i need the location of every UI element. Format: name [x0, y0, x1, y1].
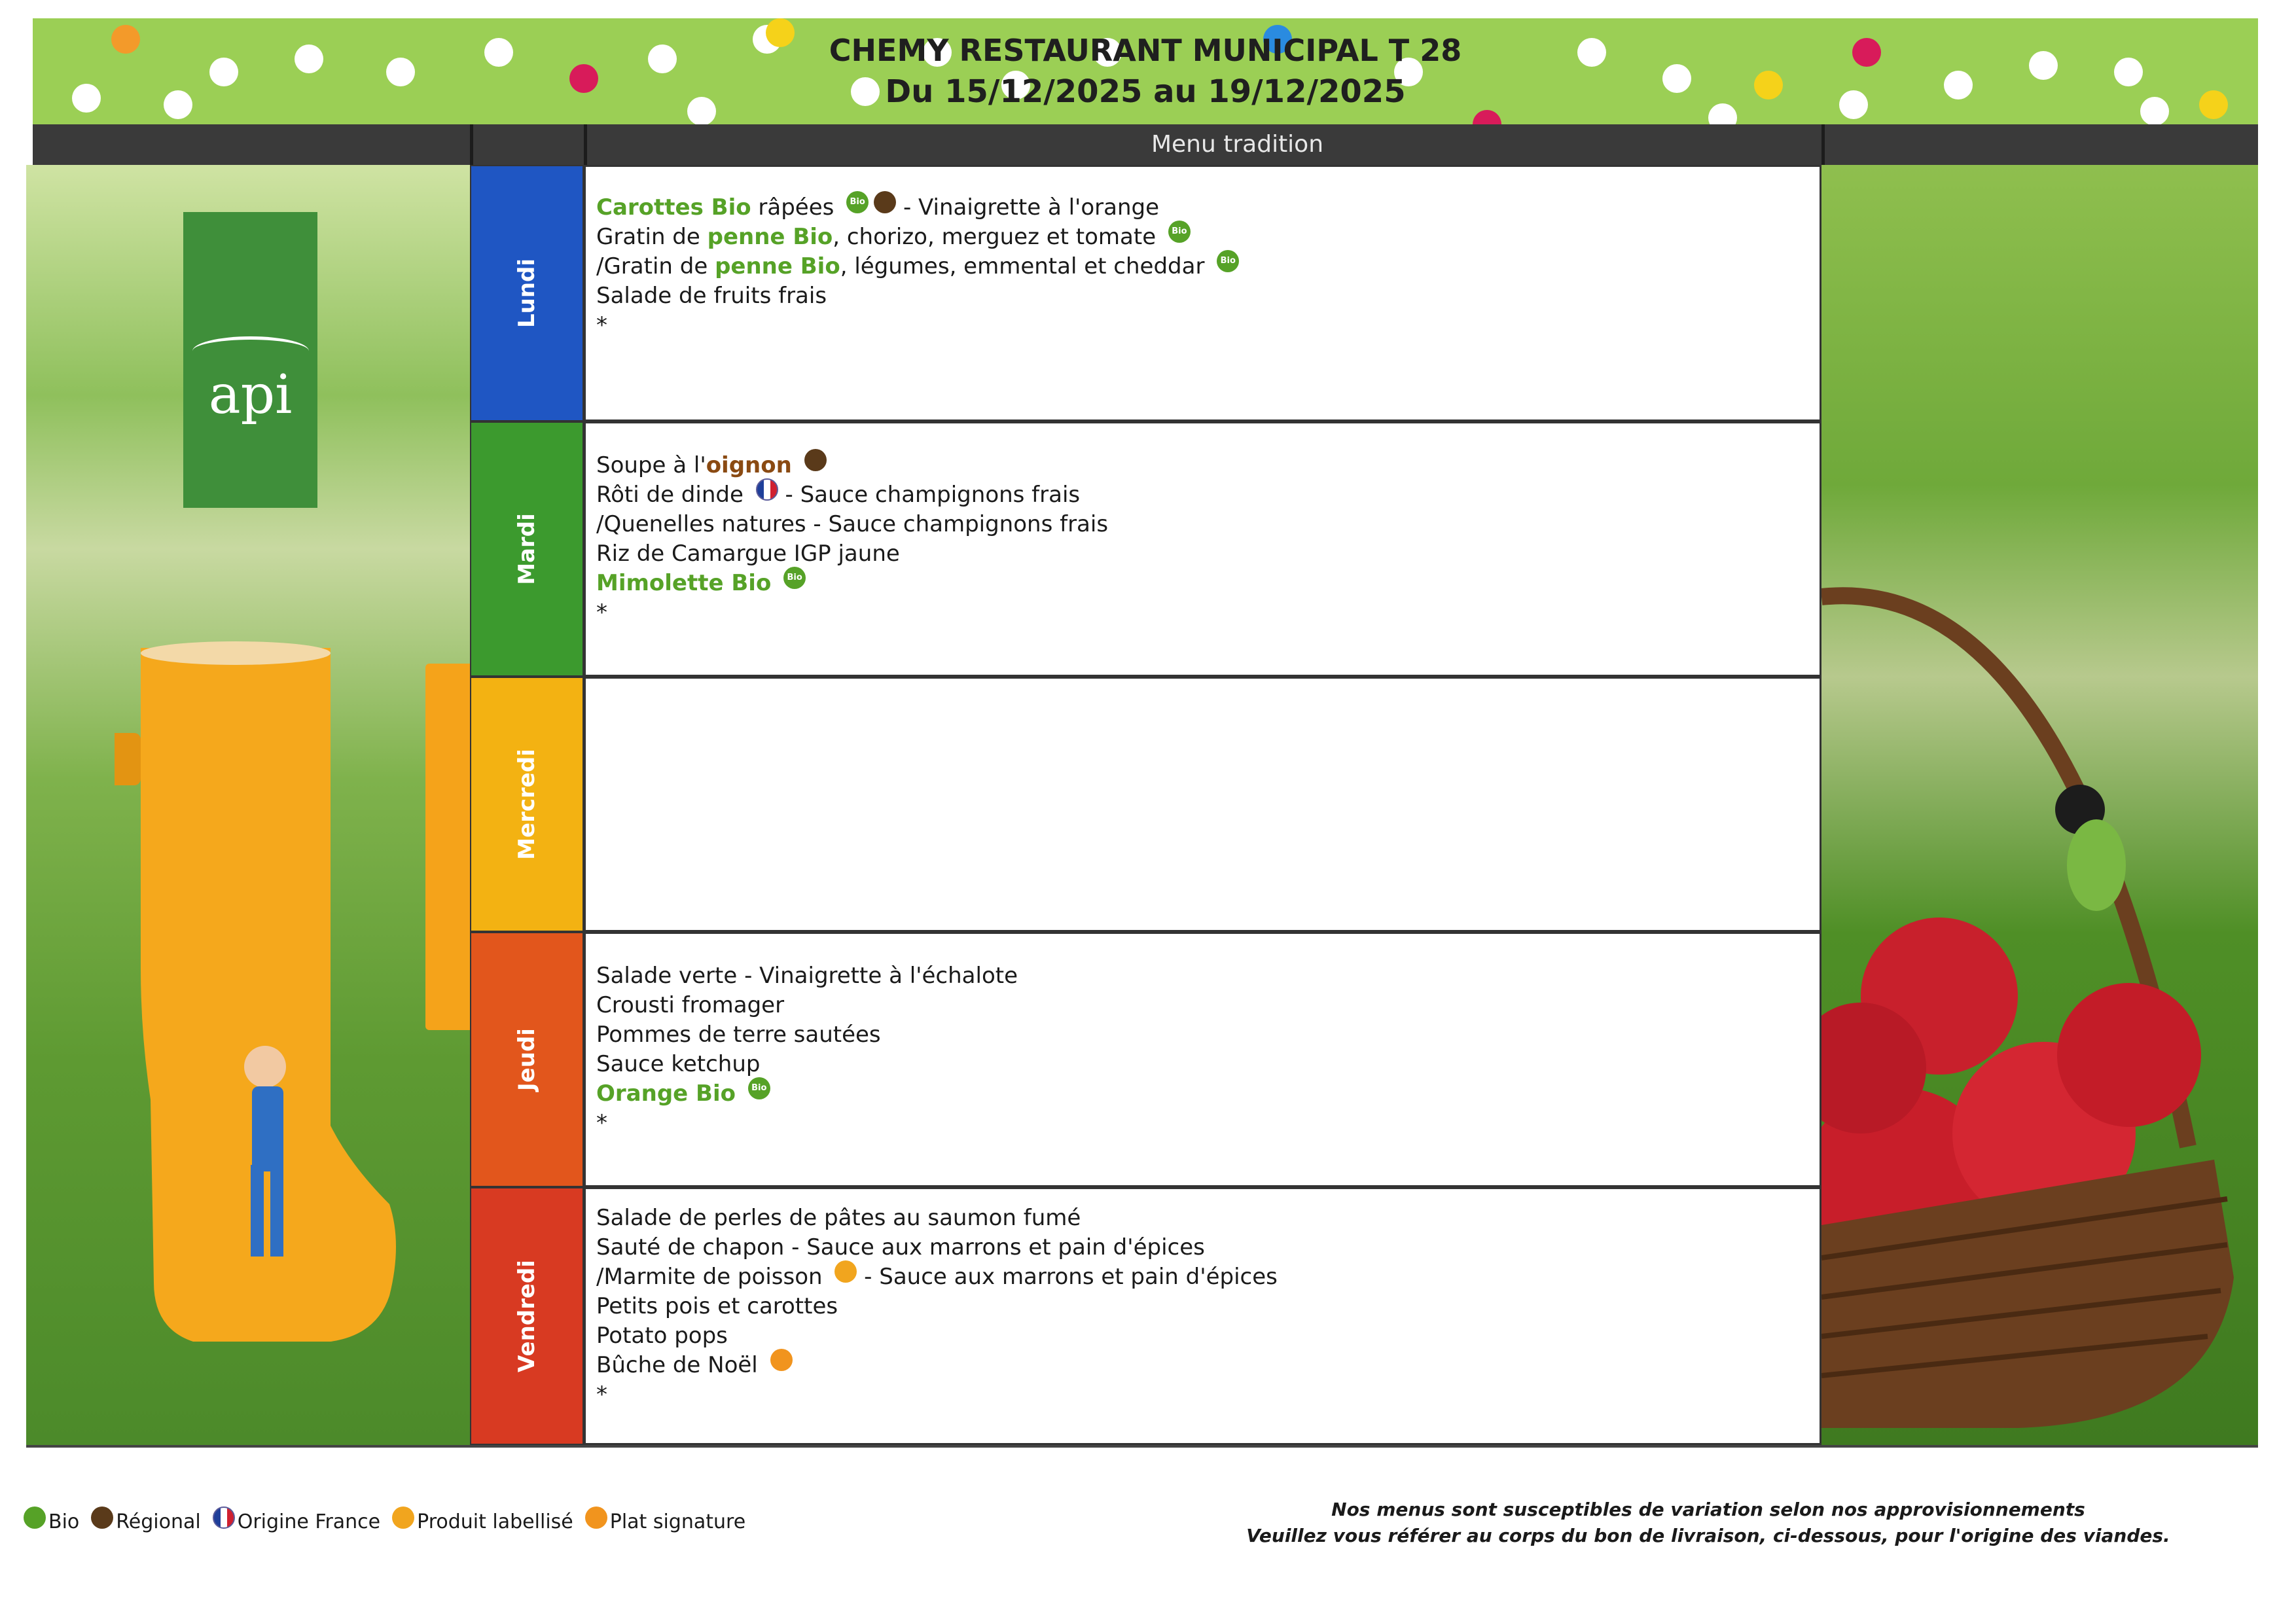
bio-item-text: penne Bio	[715, 253, 840, 279]
menu-line	[596, 1292, 838, 1321]
signature-icon	[585, 1507, 607, 1529]
menu-cell-vendredi	[584, 1187, 1821, 1445]
day-tab-lundi	[470, 165, 584, 421]
day-label: Mardi	[514, 513, 540, 585]
legend-item	[585, 1510, 745, 1533]
menu-text: Gratin de	[596, 224, 708, 250]
menu-text: Petits pois et carottes	[596, 1293, 838, 1319]
menu-line	[596, 1204, 1081, 1232]
day-tab-jeudi	[470, 932, 584, 1187]
menu-line	[596, 311, 607, 340]
date-range: Du 15/12/2025 au 19/12/2025	[885, 73, 1406, 110]
bio-icon: Bio	[783, 567, 806, 589]
day-tab-mercredi	[470, 677, 584, 932]
menu-text	[736, 1080, 743, 1107]
bio-item-text: Orange Bio	[596, 1080, 736, 1107]
day-label: Mercredi	[514, 749, 540, 860]
legend-label: Produit labellisé	[417, 1510, 573, 1533]
yellow-boot-illustration	[115, 641, 403, 1361]
menu-text: , légumes, emmental et cheddar	[840, 253, 1212, 279]
menu-line	[596, 1321, 728, 1350]
menu-text: *	[596, 312, 607, 338]
menu-text: *	[596, 1382, 607, 1408]
bio-item-text: Carottes Bio	[596, 194, 751, 221]
menu-line	[596, 510, 1108, 539]
legend-label: Plat signature	[609, 1510, 746, 1533]
menu-text: /Quenelles natures - Sauce champignons frais	[596, 511, 1109, 537]
menu-cell-lundi	[584, 165, 1821, 421]
menu-line	[596, 223, 1191, 251]
menu-text: *	[596, 1110, 607, 1136]
menu-line	[596, 1380, 607, 1409]
bio-icon: Bio	[846, 191, 869, 213]
menu-text: Salade de fruits frais	[596, 283, 827, 309]
menu-text: Salade verte - Vinaigrette à l'échalote	[596, 963, 1018, 989]
bio-icon: Bio	[1168, 221, 1191, 243]
menu-text: Sauce ketchup	[596, 1051, 761, 1077]
day-tab-vendredi	[470, 1187, 584, 1445]
menu-line	[596, 252, 1239, 281]
legend-label: Bio	[48, 1510, 80, 1533]
label-icon	[392, 1507, 414, 1529]
menu-cell-mardi	[584, 421, 1821, 677]
bottom-rule	[26, 1445, 2258, 1448]
menu-text: Rôti de dinde	[596, 482, 751, 508]
legend-item	[213, 1510, 380, 1533]
menu-text: Salade de perles de pâtes au saumon fumé	[596, 1205, 1081, 1231]
bio-item-text: penne Bio	[707, 224, 833, 250]
menu-line	[596, 1079, 770, 1108]
menu-text: /Marmite de poisson	[596, 1264, 830, 1290]
menu-line	[596, 1351, 793, 1380]
title-block	[33, 30, 2258, 113]
menu-line	[596, 193, 1159, 222]
legend-label: Régional	[116, 1510, 201, 1533]
menu-text: - Sauce champignons frais	[778, 482, 1081, 508]
menu-text: Pommes de terre sautées	[596, 1022, 881, 1048]
menu-text: - Vinaigrette à l'orange	[896, 194, 1160, 221]
column-header-bar	[33, 124, 2258, 165]
menu-text	[792, 452, 799, 478]
right-photo-panel	[1821, 165, 2258, 1445]
menu-text: Crousti fromager	[596, 992, 785, 1018]
api-logo	[183, 212, 317, 508]
bio-item-text: Mimolette Bio	[596, 570, 772, 596]
day-label: Jeudi	[514, 1028, 540, 1091]
day-label: Lundi	[514, 258, 540, 329]
apple-basket-illustration	[1821, 165, 2258, 1445]
menu-text: , chorizo, merguez et tomate	[833, 224, 1163, 250]
legend	[24, 1510, 757, 1543]
menu-text	[771, 570, 778, 596]
note-origin: Veuillez vous référer au corps du bon de livraison, ci-dessous, pour l'origine des viandes.	[1246, 1525, 2170, 1546]
menu-line	[596, 569, 806, 597]
menu-line	[596, 539, 900, 568]
menu-text: Sauté de chapon - Sauce aux marrons et pain d'épices	[596, 1234, 1205, 1260]
menu-line	[596, 961, 1018, 990]
menu-cell-mercredi	[584, 677, 1821, 932]
origine-france-icon	[213, 1507, 235, 1529]
label-icon	[834, 1260, 857, 1283]
separator	[470, 124, 473, 165]
regional-item-text: oignon	[706, 452, 792, 478]
menu-text: Potato pops	[596, 1323, 728, 1349]
separator	[584, 124, 587, 165]
header-banner	[33, 18, 2258, 124]
origine-france-icon	[756, 478, 778, 501]
menu-text: Bûche de Noël	[596, 1352, 765, 1378]
legend-item	[91, 1510, 200, 1533]
menu-text: *	[596, 599, 607, 626]
signature-icon	[770, 1349, 793, 1371]
restaurant-title: CHEMY RESTAURANT MUNICIPAL T 28	[829, 33, 1462, 68]
menu-line	[596, 1020, 881, 1049]
legend-item	[24, 1510, 79, 1533]
menu-line	[596, 1050, 760, 1079]
regional-icon	[804, 449, 827, 471]
menu-line	[596, 451, 827, 480]
menu-text: /Gratin de	[596, 253, 715, 279]
menu-cell-jeudi	[584, 932, 1821, 1187]
note-variation: Nos menus sont susceptibles de variation selon nos approvisionnements	[1331, 1499, 2085, 1520]
left-photo-panel	[26, 165, 470, 1445]
menu-text: - Sauce aux marrons et pain d'épices	[857, 1264, 1278, 1290]
legend-label: Origine France	[237, 1510, 381, 1533]
menu-line	[596, 1262, 1278, 1291]
logo-text: api	[208, 364, 293, 426]
logo-swoosh	[192, 336, 309, 366]
menu-line	[596, 1109, 607, 1137]
menu-line	[596, 991, 784, 1020]
menu-column-title: Menu tradition	[1151, 131, 1324, 158]
legend-item	[392, 1510, 573, 1533]
menu-line	[596, 1233, 1205, 1262]
regional-icon	[874, 191, 896, 213]
menu-line	[596, 598, 607, 627]
menu-text: Riz de Camargue IGP jaune	[596, 541, 900, 567]
menu-text: Soupe à l'	[596, 452, 706, 478]
second-boot	[425, 664, 470, 1030]
menu-line	[596, 480, 1080, 509]
menu-line	[596, 281, 827, 310]
bio-icon: Bio	[1217, 250, 1239, 272]
menu-text: râpées	[751, 194, 842, 221]
bio-icon: Bio	[748, 1077, 770, 1099]
day-tab-mardi	[470, 421, 584, 677]
regional-icon	[91, 1507, 113, 1529]
bio-icon	[24, 1507, 46, 1529]
day-label: Vendredi	[514, 1260, 540, 1372]
